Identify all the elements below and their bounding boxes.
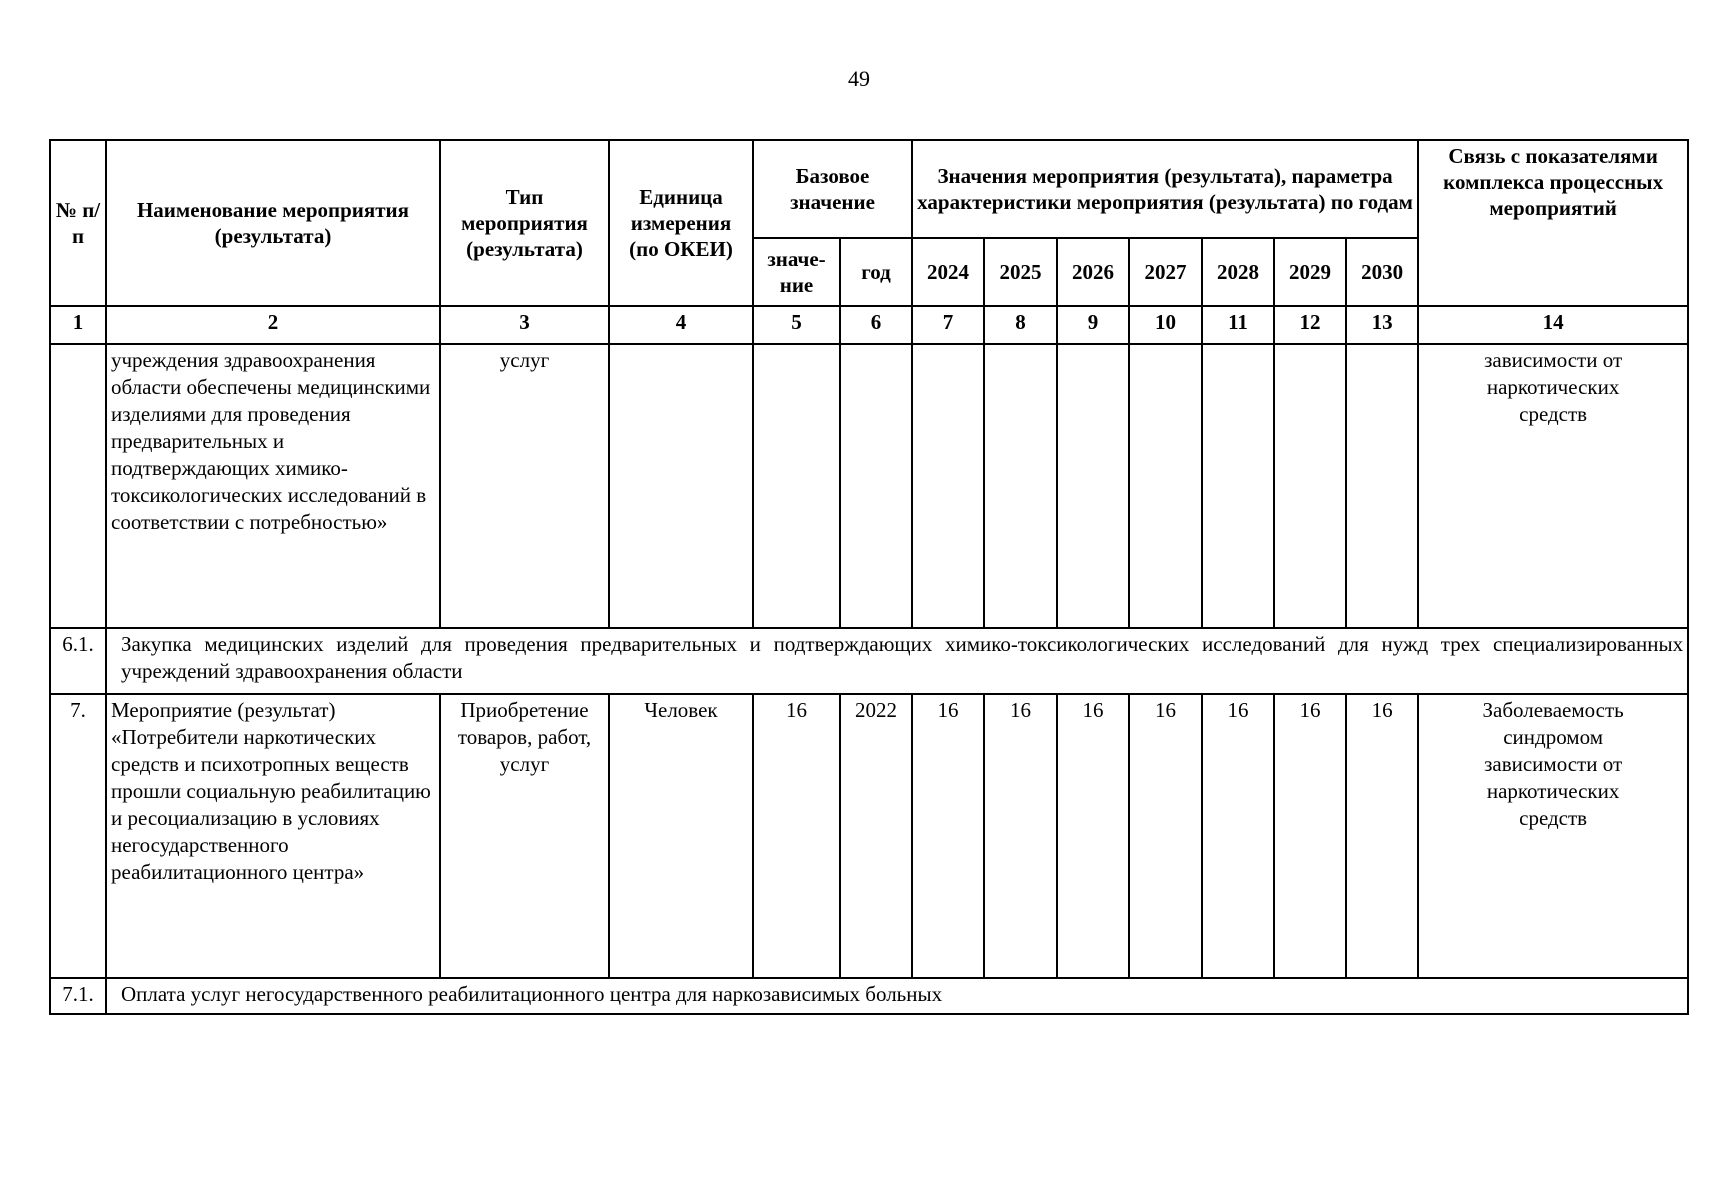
column-number: 13 (1346, 306, 1418, 344)
row-value: 16 (1057, 694, 1129, 978)
column-number: 5 (753, 306, 840, 344)
row-value: 16 (984, 694, 1057, 978)
column-number: 9 (1057, 306, 1129, 344)
row-text: Оплата услуг негосударственного реабилитационного центра для наркозависимых больных (106, 978, 1688, 1014)
row-link: зависимости от наркотических средств (1418, 344, 1688, 628)
row-value (1202, 344, 1274, 628)
row-value (1129, 344, 1202, 628)
table-row (50, 694, 1688, 978)
header-base: Базовое значение (753, 140, 912, 238)
page-number: 49 (848, 66, 870, 91)
row-value: 16 (1202, 694, 1274, 978)
row-unit: Человек (609, 694, 753, 978)
row-value (1346, 344, 1418, 628)
header-name: Наименование мероприятия (результата) (106, 140, 440, 306)
column-number: 7 (912, 306, 984, 344)
row-value: 16 (1346, 694, 1418, 978)
header-base-value: значе-ние (753, 238, 840, 306)
row-num (50, 344, 106, 628)
row-name: Мероприятие (результат) «Потребители наркотических средств и психотропных веществ прошли социальную реабилитацию и ресоциализацию в условиях негосударственного реабилитационного центра» (106, 694, 440, 978)
header-link: Связь с показателями комплекса процессных мероприятий (1418, 140, 1688, 306)
column-number: 1 (50, 306, 106, 344)
row-link: Заболеваемость синдромом зависимости от наркотических средств (1418, 694, 1688, 978)
column-numbers-row (50, 306, 1688, 344)
row-text: Закупка медицинских изделий для проведения предварительных и подтверждающих химико-токсикологических исследований для нужд трех специализированных учреждений здравоохранения области (106, 628, 1688, 694)
row-value (1057, 344, 1129, 628)
column-number: 6 (840, 306, 912, 344)
row-type: услуг (440, 344, 609, 628)
header-year: 2026 (1057, 238, 1129, 306)
table-row (50, 344, 1688, 628)
measures-table (49, 139, 1689, 1015)
header-num: № п/п (50, 140, 106, 306)
header-year: 2030 (1346, 238, 1418, 306)
header-year: 2024 (912, 238, 984, 306)
column-number: 11 (1202, 306, 1274, 344)
header-values: Значения мероприятия (результата), параметра характеристики мероприятия (результата) по годам (912, 140, 1418, 238)
column-number: 14 (1418, 306, 1688, 344)
header-type: Тип мероприятия (результата) (440, 140, 609, 306)
table-row (50, 628, 1688, 694)
row-name: учреждения здравоохранения области обеспечены медицинскими изделиями для проведения предварительных и подтверждающих химико-токсикологических исследований в соответствии с потребностью» (106, 344, 440, 628)
row-base-year (840, 344, 912, 628)
row-type: Приобретение товаров, работ, услуг (440, 694, 609, 978)
header-year: 2029 (1274, 238, 1346, 306)
column-number: 8 (984, 306, 1057, 344)
header-year: 2025 (984, 238, 1057, 306)
row-value (1274, 344, 1346, 628)
column-number: 3 (440, 306, 609, 344)
row-unit (609, 344, 753, 628)
row-value (912, 344, 984, 628)
column-number: 4 (609, 306, 753, 344)
row-value (984, 344, 1057, 628)
header-base-year: год (840, 238, 912, 306)
row-value: 16 (1129, 694, 1202, 978)
column-number: 10 (1129, 306, 1202, 344)
table-row (50, 978, 1688, 1014)
row-base-year: 2022 (840, 694, 912, 978)
column-number: 2 (106, 306, 440, 344)
row-base-value: 16 (753, 694, 840, 978)
row-num: 7. (50, 694, 106, 978)
row-value: 16 (912, 694, 984, 978)
header-year: 2028 (1202, 238, 1274, 306)
header-row (50, 140, 1688, 238)
column-number: 12 (1274, 306, 1346, 344)
row-value: 16 (1274, 694, 1346, 978)
header-year: 2027 (1129, 238, 1202, 306)
header-unit: Единица измерения (по ОКЕИ) (609, 140, 753, 306)
row-num: 7.1. (50, 978, 106, 1014)
row-num: 6.1. (50, 628, 106, 694)
row-base-value (753, 344, 840, 628)
